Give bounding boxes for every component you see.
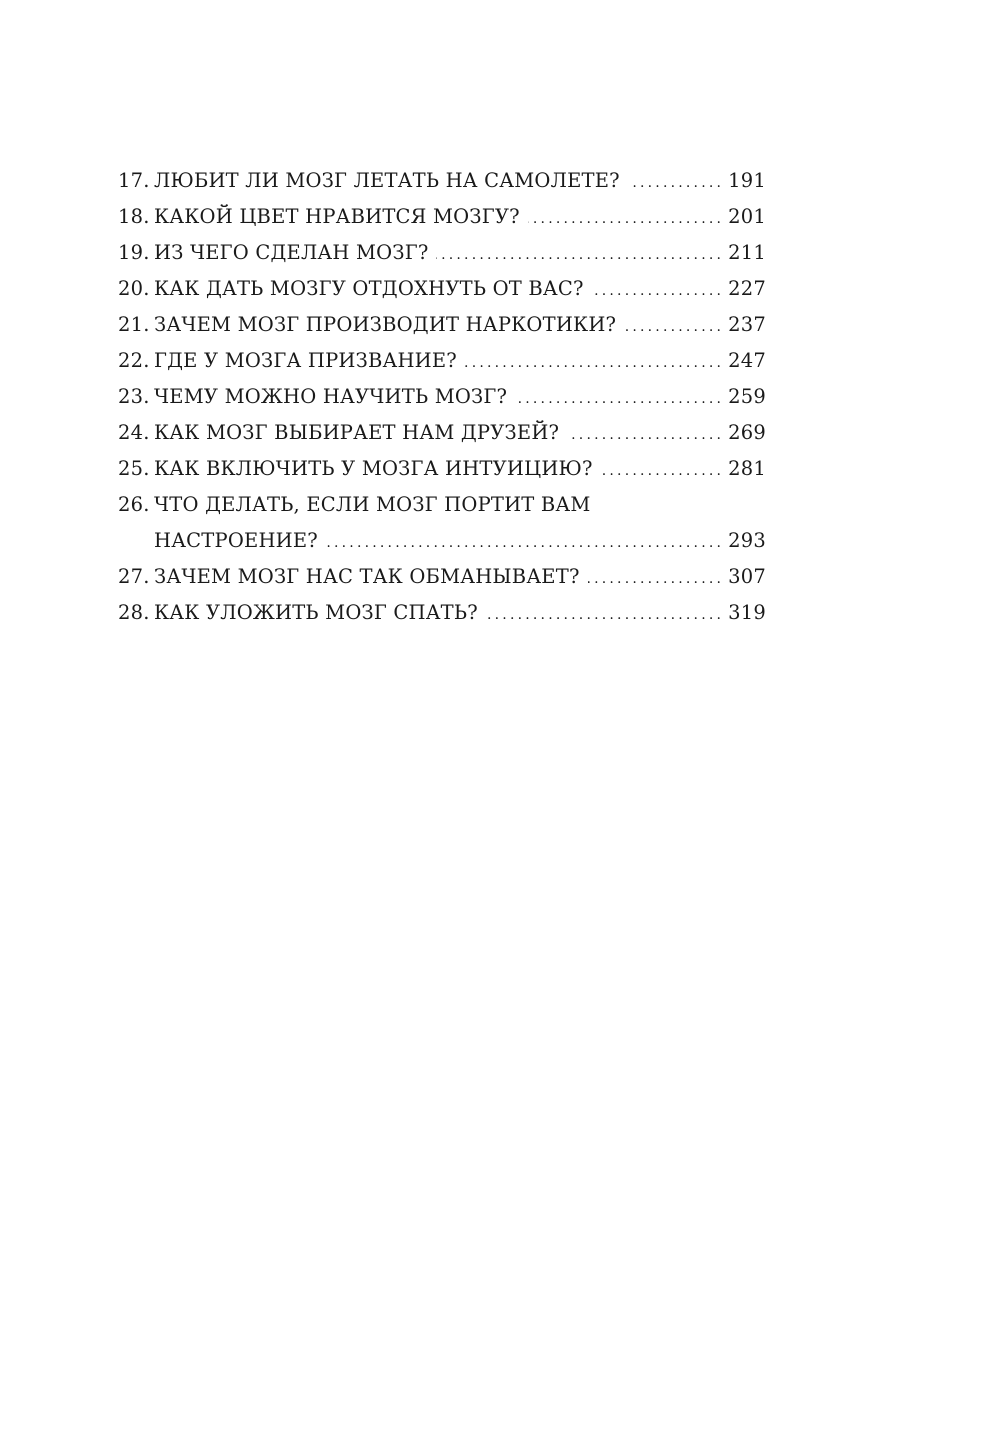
dot-leader bbox=[592, 273, 725, 309]
page-number: 293 bbox=[728, 529, 766, 552]
dot-leader bbox=[326, 525, 724, 561]
toc-entry-28[interactable] bbox=[118, 595, 766, 631]
chapter-title-second-line bbox=[118, 523, 766, 559]
chapter-number: 20. bbox=[118, 277, 150, 300]
chapter-number: 27. bbox=[118, 565, 150, 588]
page-number: 307 bbox=[728, 565, 766, 588]
toc-entry-27[interactable] bbox=[118, 559, 766, 595]
page-number: 211 bbox=[728, 241, 766, 264]
chapter-title: КАК ДАТЬ МОЗГУ ОТДОХНУТЬ ОТ ВАС? bbox=[154, 277, 584, 300]
toc-entry-21[interactable] bbox=[118, 307, 766, 343]
dot-leader bbox=[528, 201, 724, 237]
page-number: 281 bbox=[728, 457, 766, 480]
dot-leader bbox=[567, 417, 724, 453]
toc-entry-20[interactable] bbox=[118, 271, 766, 307]
chapter-title: ЗАЧЕМ МОЗГ ПРОИЗВОДИТ НАРКОТИКИ? bbox=[154, 313, 617, 336]
chapter-number: 23. bbox=[118, 385, 150, 408]
chapter-number: 18. bbox=[118, 205, 150, 228]
chapter-number: 22. bbox=[118, 349, 150, 372]
chapter-number: 17. bbox=[118, 169, 150, 192]
dot-leader bbox=[624, 309, 724, 345]
toc-entry-22[interactable] bbox=[118, 343, 766, 379]
chapter-title: ГДЕ У МОЗГА ПРИЗВАНИЕ? bbox=[154, 349, 457, 372]
page-number: 191 bbox=[728, 169, 766, 192]
table-of-contents bbox=[118, 163, 766, 631]
chapter-title: ИЗ ЧЕГО СДЕЛАН МОЗГ? bbox=[154, 241, 429, 264]
toc-entry-19[interactable] bbox=[118, 235, 766, 271]
chapter-title: КАК ВКЛЮЧИТЬ У МОЗГА ИНТУИЦИЮ? bbox=[154, 457, 593, 480]
chapter-title: ЗАЧЕМ МОЗГ НАС ТАК ОБМАНЫВАЕТ? bbox=[154, 565, 580, 588]
chapter-title: КАКОЙ ЦВЕТ НРАВИТСЯ МОЗГУ? bbox=[154, 205, 520, 228]
chapter-number: 21. bbox=[118, 313, 150, 336]
toc-entry-24[interactable] bbox=[118, 415, 766, 451]
dot-leader bbox=[436, 237, 724, 273]
page-number: 247 bbox=[728, 349, 766, 372]
chapter-number: 19. bbox=[118, 241, 150, 264]
page-number: 319 bbox=[728, 601, 766, 624]
chapter-title-continuation: НАСТРОЕНИЕ? bbox=[154, 529, 318, 552]
page-number: 201 bbox=[728, 205, 766, 228]
toc-entry-26[interactable] bbox=[118, 487, 766, 559]
chapter-title-first-line bbox=[118, 487, 766, 523]
page-number: 269 bbox=[728, 421, 766, 444]
dot-leader bbox=[486, 597, 724, 633]
page-number: 259 bbox=[728, 385, 766, 408]
chapter-title: ЧТО ДЕЛАТЬ, ЕСЛИ МОЗГ ПОРТИТ ВАМ bbox=[154, 493, 591, 516]
chapter-number: 25. bbox=[118, 457, 150, 480]
dot-leader bbox=[588, 561, 725, 597]
chapter-title: КАК УЛОЖИТЬ МОЗГ СПАТЬ? bbox=[154, 601, 478, 624]
toc-entry-17[interactable] bbox=[118, 163, 766, 199]
toc-entry-25[interactable] bbox=[118, 451, 766, 487]
toc-entry-18[interactable] bbox=[118, 199, 766, 235]
toc-entry-23[interactable] bbox=[118, 379, 766, 415]
chapter-title: КАК МОЗГ ВЫБИРАЕТ НАМ ДРУЗЕЙ? bbox=[154, 421, 560, 444]
chapter-title: ЛЮБИТ ЛИ МОЗГ ЛЕТАТЬ НА САМОЛЕТЕ? bbox=[154, 169, 620, 192]
chapter-number: 26. bbox=[118, 493, 150, 516]
page-number: 227 bbox=[728, 277, 766, 300]
dot-leader bbox=[628, 165, 724, 201]
dot-leader bbox=[515, 381, 724, 417]
page-number: 237 bbox=[728, 313, 766, 336]
chapter-number: 28. bbox=[118, 601, 150, 624]
dot-leader bbox=[601, 453, 725, 489]
dot-leader bbox=[465, 345, 724, 381]
chapter-title: ЧЕМУ МОЖНО НАУЧИТЬ МОЗГ? bbox=[154, 385, 508, 408]
chapter-number: 24. bbox=[118, 421, 150, 444]
